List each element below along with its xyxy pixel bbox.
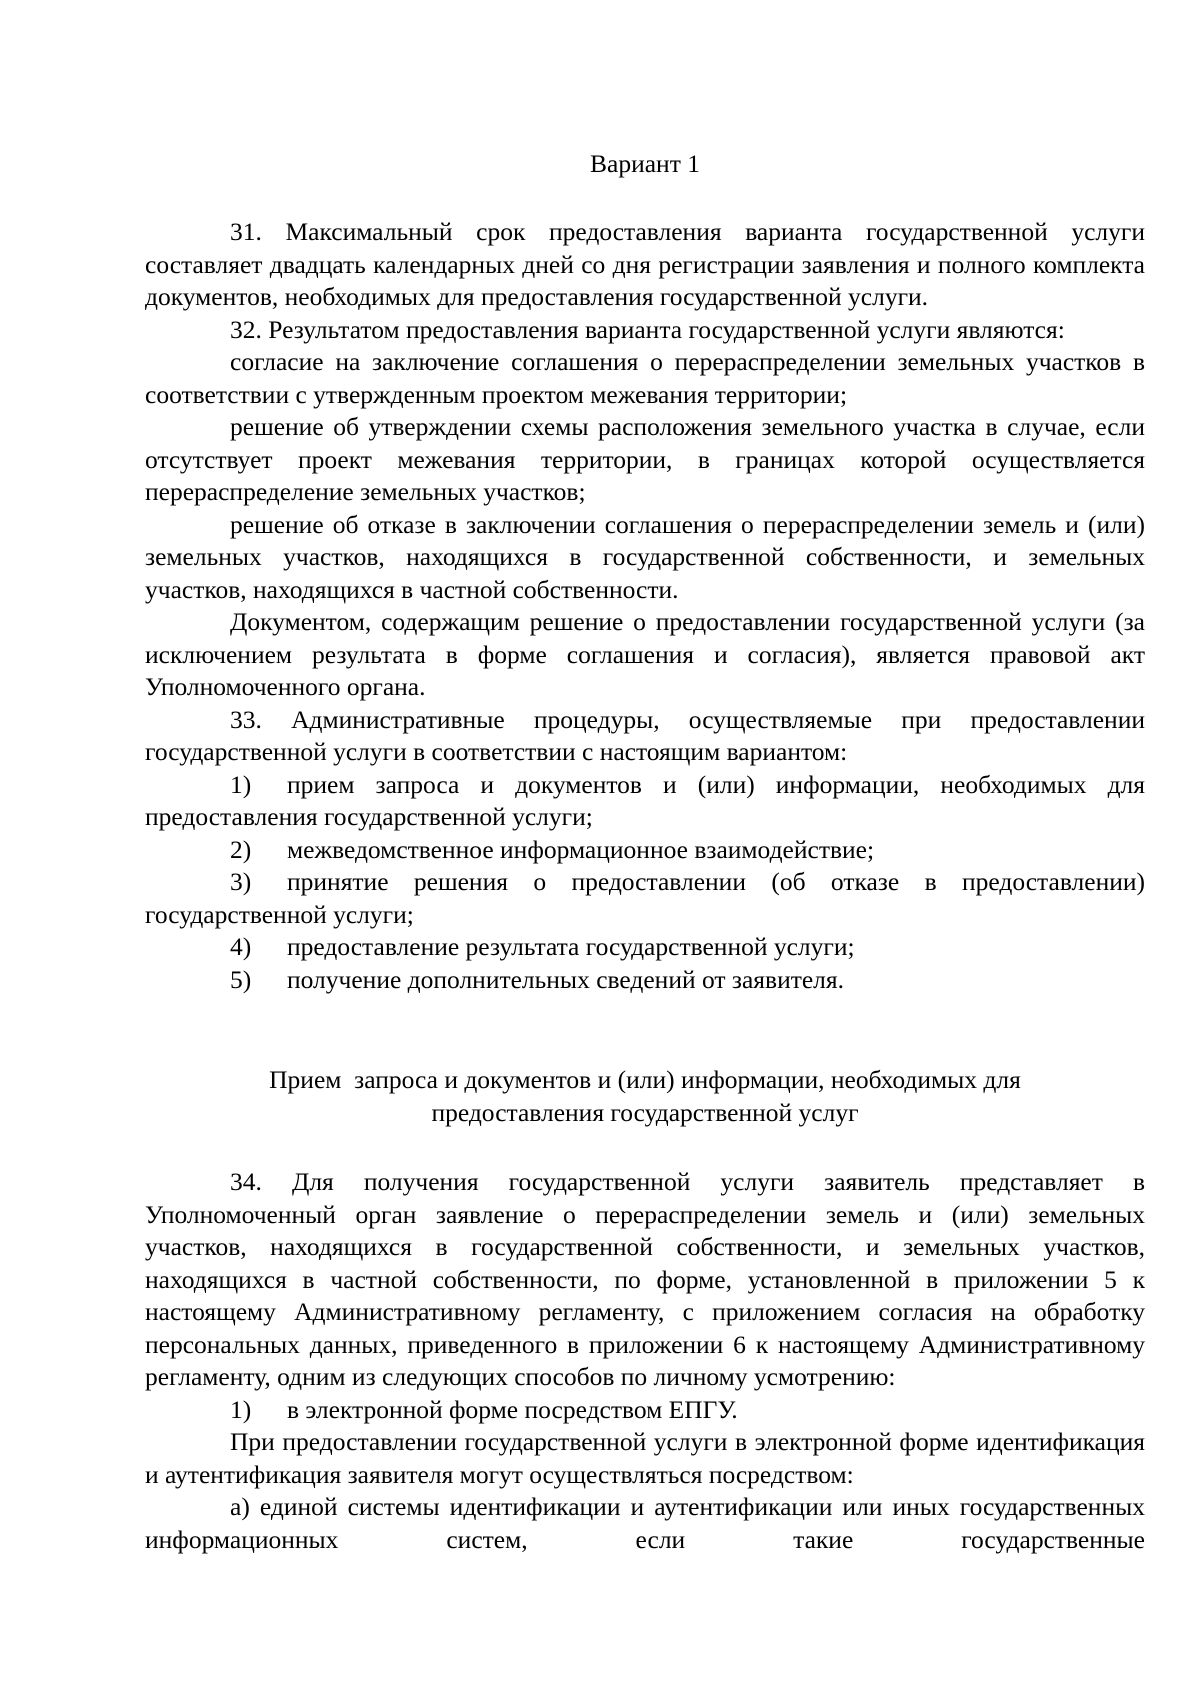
paragraph-identification: При предоставлении государственной услуги в электронной форме идентификация и аутентификация заявителя могут осуществляться посредством:: [145, 1427, 1145, 1489]
list-item-text: предоставление результата государственной услуги;: [287, 932, 855, 961]
body-block-2: [145, 1166, 1145, 1556]
list-item: [145, 931, 1145, 964]
paragraph-identification-a: а) единой системы идентификации и аутентификации или иных государственных информационных систем, если такие государственные: [145, 1492, 1145, 1554]
paragraph-result-consent: согласие на заключение соглашения о перераспределении земельных участков в соответствии с утвержденным проектом межевания территории;: [145, 347, 1145, 409]
paragraph-33: 33. Административные процедуры, осуществляемые при предоставлении государственной услуги в соответствии с настоящим вариантом:: [145, 704, 1145, 766]
paragraph-result-refusal: решение об отказе в заключении соглашения о перераспределении земель и (или) земельных участков, находящихся в государственной собственности, и земельных участков, находящихся в частной собственности.: [145, 509, 1145, 604]
list-item-number: 5): [230, 964, 252, 994]
list-item: [145, 964, 1145, 997]
paragraph-31: 31. Максимальный срок предоставления варианта государственной услуги составляет двадцать календарных дней со дня регистрации заявления и полного комплекта документов, необходимых для предоставления государственной услуги.: [145, 217, 1145, 311]
body-block-1: [145, 216, 1145, 996]
list-item: [145, 769, 1145, 834]
section-heading-line-2: предоставления государственной услуг: [431, 1097, 859, 1127]
list-item: [145, 1394, 1145, 1427]
list-item-text: получение дополнительных сведений от заявителя.: [287, 964, 845, 994]
list-item-text: прием запроса и документов и (или) информации, необходимых для предоставления государственной услуги;: [145, 769, 1145, 831]
list-item-number: 2): [230, 834, 252, 864]
list-item-text: межведомственное информационное взаимодействие;: [287, 834, 875, 864]
paragraph-result-scheme: решение об утверждении схемы расположения земельного участка в случае, если отсутствует проект межевания территории, в границах которой осуществляется перераспределение земельных участков;: [145, 412, 1145, 506]
paragraph-32: 32. Результатом предоставления варианта государственной услуги являются:: [230, 314, 1065, 344]
list-item-number: 1): [230, 1394, 252, 1424]
paragraph-decision-document: Документом, содержащим решение о предоставлении государственной услуги (за исключением результата в форме соглашения и согласия), является правовой акт Уполномоченного органа.: [145, 607, 1145, 701]
paragraph-34: 34. Для получения государственной услуги заявитель представляет в Уполномоченный орган заявление о перераспределении земель и (или) земельных участков, находящихся в государственной собственности, и земельных участков, находящихся в частной собственности, по форме, установленной в приложении 5 к настоящему Административному регламенту, с приложением согласия на обработку персональных данных, приведенного в приложении 6 к настоящему Административному регламенту, одним из следующих способов по личному усмотрению:: [145, 1167, 1145, 1391]
list-item-text: принятие решения о предоставлении (об отказе в предоставлении) государственной услуги;: [145, 867, 1145, 929]
section-heading-line-1: Прием запроса и документов и (или) информации, необходимых для: [269, 1065, 1021, 1094]
list-item: [145, 834, 1145, 867]
list-item: [145, 866, 1145, 931]
variant-heading: Вариант 1: [590, 149, 700, 178]
section-heading: [195, 1064, 1095, 1129]
list-item-number: 1): [230, 769, 252, 799]
list-item-text: в электронной форме посредством ЕПГУ.: [287, 1394, 738, 1424]
list-item-number: 4): [230, 932, 252, 961]
list-item-number: 3): [230, 867, 252, 896]
